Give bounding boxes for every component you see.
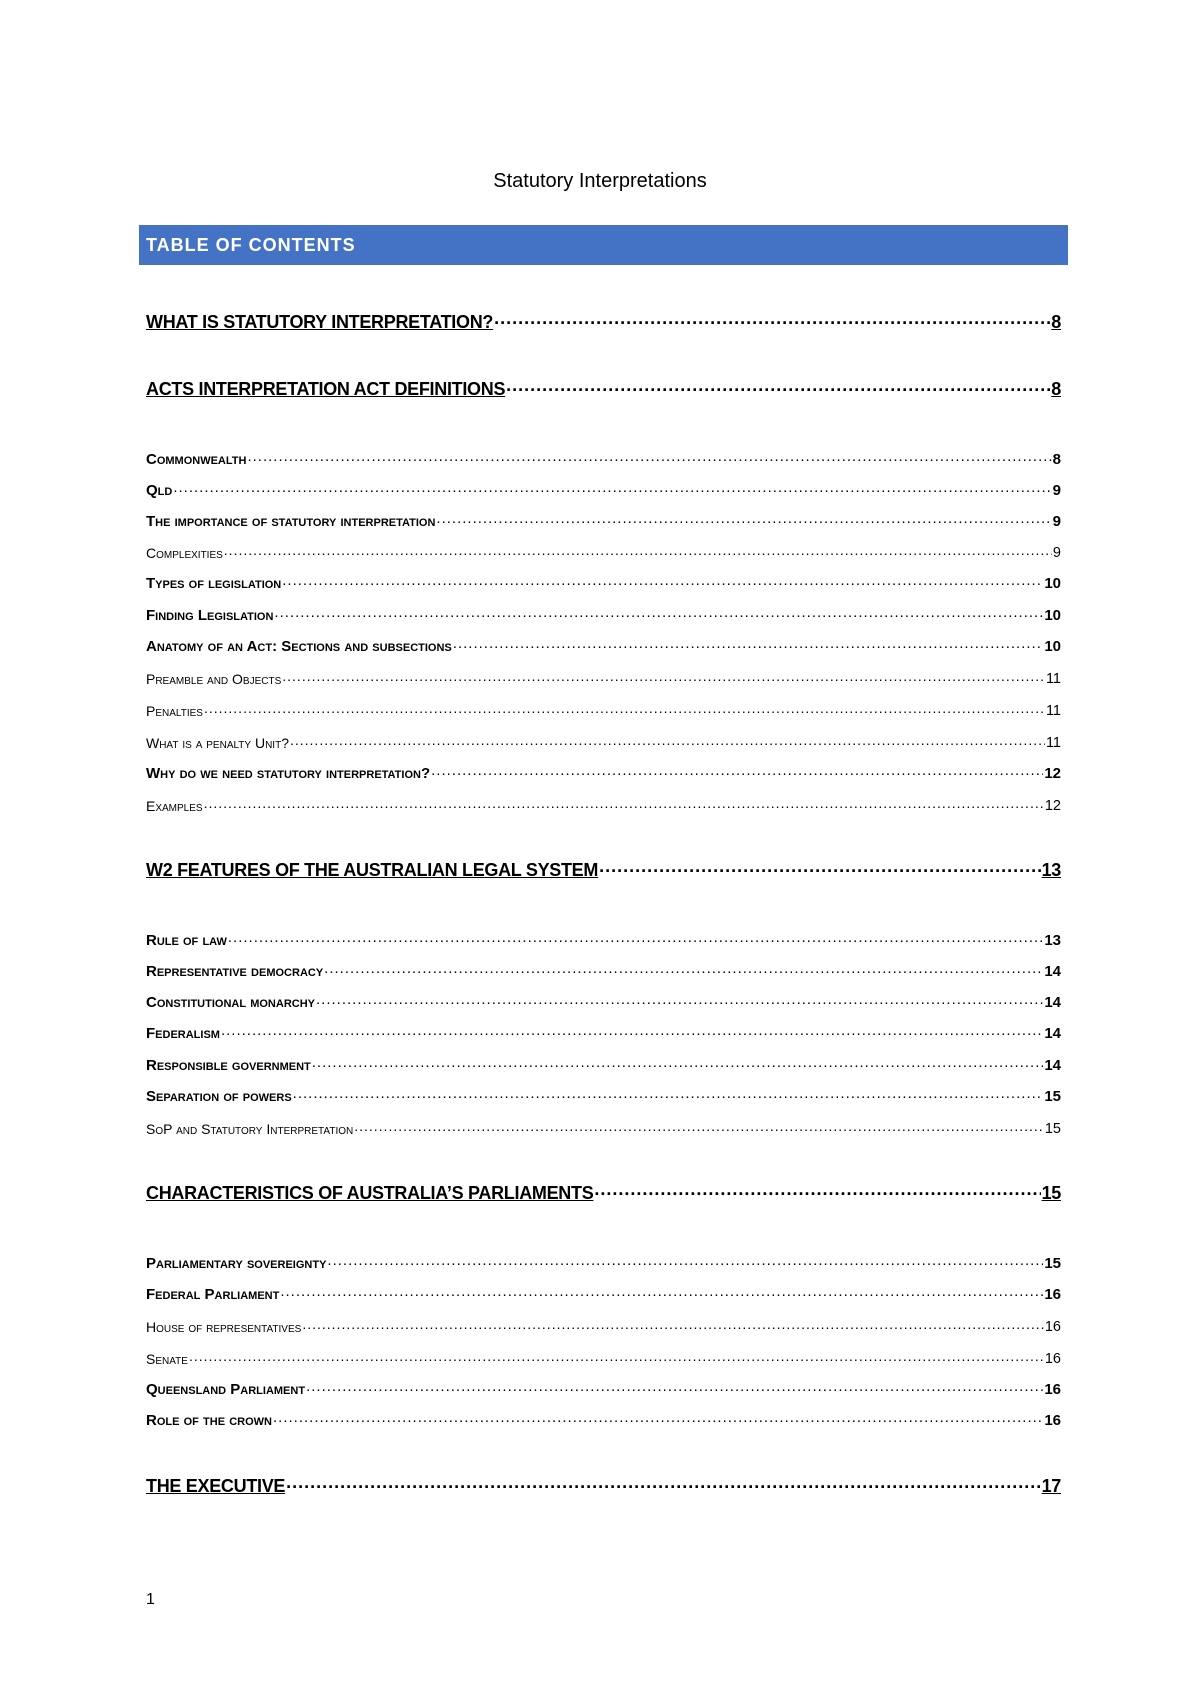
toc-entry[interactable] [146, 1020, 1061, 1042]
toc-entry[interactable] [146, 697, 1061, 719]
toc-dot-leader [204, 697, 1045, 719]
toc-entry-page: 16 [1044, 1286, 1061, 1303]
toc-entry[interactable] [146, 633, 1061, 655]
toc-entry[interactable] [146, 792, 1061, 814]
toc-entry-page: 9 [1052, 513, 1061, 530]
toc-heading: TABLE OF CONTENTS [139, 225, 1068, 265]
toc-entry-page: 12 [1044, 798, 1061, 814]
toc-entry-text: Preamble and Objects [146, 671, 282, 687]
toc-entry-page: 14 [1044, 1057, 1061, 1074]
toc-entry-page: 10 [1044, 638, 1061, 655]
toc-entry-text: Representative democracy [146, 963, 324, 980]
toc-entry[interactable] [146, 1407, 1061, 1429]
toc-entry-text: The importance of statutory interpretation [146, 513, 436, 530]
toc-entry-text: Examples [146, 798, 203, 814]
toc-entry-page: 15 [1044, 1088, 1061, 1105]
toc-entry[interactable] [146, 602, 1061, 624]
toc-entry-text: Federal Parliament [146, 1286, 280, 1303]
toc-entry[interactable] [146, 958, 1061, 980]
toc-entry[interactable] [146, 311, 1061, 333]
toc-entry-text: WHAT IS STATUTORY INTERPRETATION? [146, 312, 494, 332]
toc-dot-leader [224, 539, 1052, 561]
toc-entry-page: 14 [1044, 994, 1061, 1011]
toc-dot-leader [302, 1313, 1044, 1335]
toc-dot-leader [312, 1052, 1044, 1074]
toc-entry-text: Complexities [146, 545, 223, 561]
toc-entry-page: 16 [1044, 1412, 1061, 1429]
toc-entry-page: 15 [1044, 1121, 1061, 1137]
toc-entry[interactable] [146, 989, 1061, 1011]
toc-dot-leader [354, 1115, 1044, 1137]
toc-entry-text: What is a penalty Unit? [146, 735, 289, 751]
toc-entry[interactable] [146, 760, 1061, 782]
toc-entry[interactable] [146, 1115, 1061, 1137]
toc-dot-leader [247, 446, 1051, 468]
toc-entry-text: SoP and Statutory Interpretation [146, 1121, 354, 1137]
toc-entry-text: Responsible government [146, 1057, 311, 1074]
toc-entry-page: 16 [1044, 1351, 1061, 1367]
toc-entry-page: 11 [1045, 735, 1061, 751]
toc-dot-leader [221, 1020, 1043, 1042]
toc-entry[interactable] [146, 570, 1061, 592]
toc-entry-page: 10 [1044, 607, 1061, 624]
toc-entry-page: 11 [1045, 671, 1061, 687]
toc-entry[interactable] [146, 1376, 1061, 1398]
toc-entry-text: Constitutional monarchy [146, 994, 315, 1011]
toc-entry-page: 14 [1044, 1025, 1061, 1042]
toc-entry-page: 15 [1044, 1255, 1061, 1272]
toc-dot-leader [282, 570, 1043, 592]
toc-entry-page: 16 [1044, 1319, 1061, 1335]
toc-entry[interactable] [146, 446, 1061, 468]
toc-dot-leader [204, 792, 1044, 814]
toc-entry-page: 8 [1051, 312, 1061, 332]
toc-dot-leader [327, 1250, 1043, 1272]
toc-dot-leader [290, 729, 1045, 751]
toc-dot-leader [293, 1083, 1044, 1105]
toc-entry[interactable] [146, 1250, 1061, 1272]
toc-entry-text: THE EXECUTIVE [146, 1476, 286, 1496]
toc-entry-page: 13 [1041, 860, 1061, 880]
toc-entry-text: Federalism [146, 1025, 220, 1042]
toc-entry-text: ACTS INTERPRETATION ACT DEFINITIONS [146, 379, 506, 399]
footer-page-number: 1 [146, 1591, 155, 1608]
toc-entry[interactable] [146, 859, 1061, 881]
toc-entry-page: 9 [1052, 545, 1061, 561]
toc-entry-page: 17 [1041, 1476, 1061, 1496]
toc-entry-text: Commonwealth [146, 451, 247, 468]
toc-dot-leader [594, 1182, 1040, 1204]
toc-entry-text: Role of the crown [146, 1412, 272, 1429]
toc-entry[interactable] [146, 1182, 1061, 1204]
toc-entry-text: Finding Legislation [146, 607, 274, 624]
toc-entry-text: Qld [146, 482, 173, 499]
toc-entry-page: 14 [1044, 963, 1061, 980]
toc-entry-text: Rule of law [146, 932, 227, 949]
toc-entry-page: 9 [1052, 482, 1061, 499]
toc-entry-text: House of representatives [146, 1319, 302, 1335]
toc-entry-page: 15 [1041, 1183, 1061, 1203]
toc-entry[interactable] [146, 378, 1061, 400]
document-title: Statutory Interpretations [493, 170, 707, 192]
toc-dot-leader [286, 1475, 1040, 1497]
toc-entry-text: Senate [146, 1351, 188, 1367]
toc-dot-leader [436, 508, 1051, 530]
toc-dot-leader [324, 958, 1043, 980]
toc-dot-leader [280, 1281, 1043, 1303]
toc-entry-page: 13 [1044, 932, 1061, 949]
toc-dot-leader [599, 859, 1040, 881]
toc-entry-text: Penalties [146, 703, 203, 719]
toc-entry-text: Why do we need statutory interpretation? [146, 765, 431, 782]
toc-dot-leader [316, 989, 1043, 1011]
toc-entry-text: Anatomy of an Act: Sections and subsections [146, 638, 452, 655]
toc-entry[interactable] [146, 1052, 1061, 1074]
toc-entry-page: 10 [1044, 575, 1061, 592]
toc-entry[interactable] [146, 539, 1061, 561]
toc-entry-page: 16 [1044, 1381, 1061, 1398]
toc-dot-leader [494, 311, 1050, 333]
toc-entry[interactable] [146, 477, 1061, 499]
toc-entry[interactable] [146, 665, 1061, 687]
toc-entry[interactable] [146, 729, 1061, 751]
toc-entry[interactable] [146, 1313, 1061, 1335]
toc-dot-leader [189, 1345, 1044, 1367]
toc-entry-text: Separation of powers [146, 1088, 292, 1105]
toc-entry-text: Parliamentary sovereignty [146, 1255, 327, 1272]
toc-entry-text: Queensland Parliament [146, 1381, 306, 1398]
toc-entry[interactable] [146, 1281, 1061, 1303]
toc-entry[interactable] [146, 1083, 1061, 1105]
toc-entry-page: 8 [1052, 451, 1061, 468]
toc-entry-text: W2 FEATURES OF THE AUSTRALIAN LEGAL SYSTEM [146, 860, 599, 880]
toc-dot-leader [273, 1407, 1043, 1429]
toc-dot-leader [506, 378, 1050, 400]
toc-dot-leader [282, 665, 1045, 687]
toc-dot-leader [228, 927, 1043, 949]
toc-dot-leader [274, 602, 1043, 624]
toc-entry-page: 8 [1051, 379, 1061, 399]
toc-entry[interactable] [146, 508, 1061, 530]
toc-dot-leader [173, 477, 1051, 499]
toc-dot-leader [431, 760, 1043, 782]
toc-entry-page: 12 [1044, 765, 1061, 782]
toc-entry[interactable] [146, 927, 1061, 949]
toc-dot-leader [453, 633, 1044, 655]
toc-entry-text: Types of legislation [146, 575, 282, 592]
toc-entry-text: CHARACTERISTICS OF AUSTRALIA’S PARLIAMENTS [146, 1183, 594, 1203]
toc-entry-page: 11 [1045, 703, 1061, 719]
toc-dot-leader [306, 1376, 1043, 1398]
toc-entry[interactable] [146, 1475, 1061, 1497]
toc-entry[interactable] [146, 1345, 1061, 1367]
